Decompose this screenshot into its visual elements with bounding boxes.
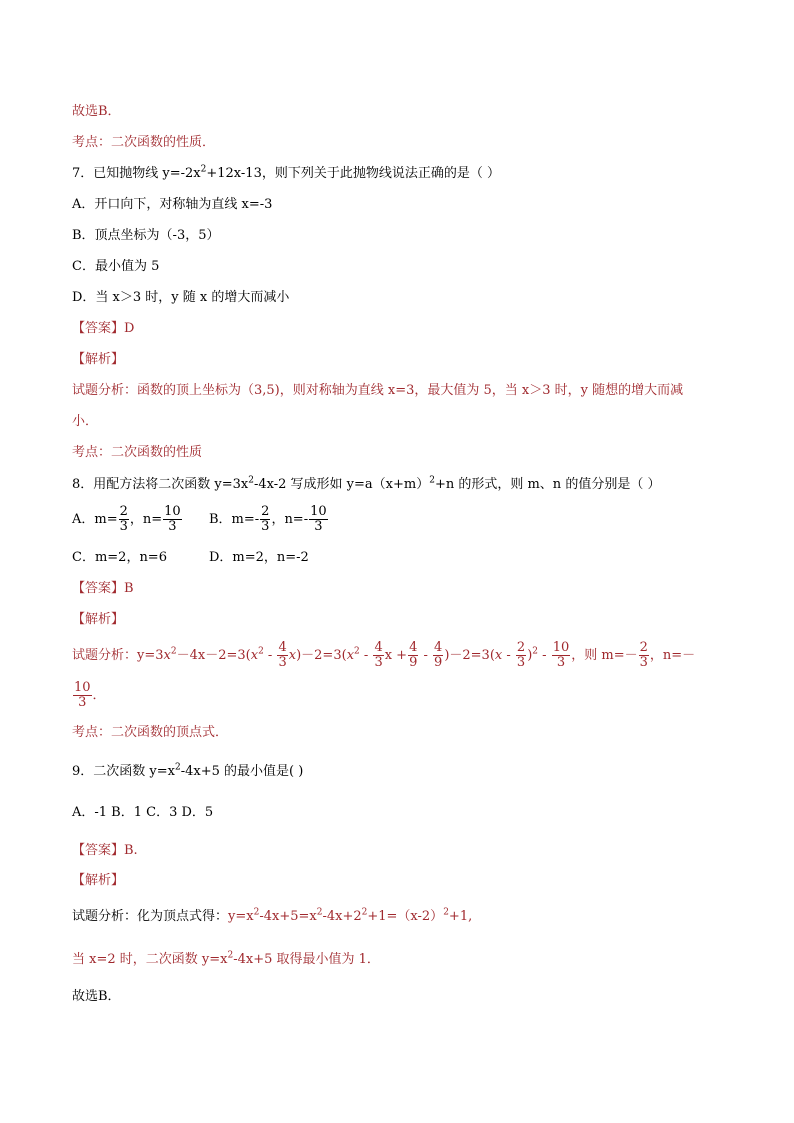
q8-option-a: A．m= $\frac{2}{3}$ ，n= $\frac{10}{3}$ [72, 504, 181, 534]
q8-analysis-title: 【解析】 [72, 612, 125, 627]
q9-analysis-title: 【解析】 [72, 873, 125, 888]
q8-analysis-line2: $\frac{10}{3}$ ． [74, 680, 106, 710]
kaodian-text: 考点：二次函数的性质． [72, 135, 216, 150]
q8-kaodian: 考点：二次函数的顶点式． [72, 725, 229, 740]
question-9-stem: 9．二次函数 $y=x^2-4x+5$ 的最小值是( ) [72, 762, 304, 779]
q8-option-b: B．m=- $\frac{2}{3}$ ，n=- $\frac{10}{3}$ [208, 504, 327, 534]
q9-conclusion: 故选B． [72, 989, 121, 1004]
q8-answer: 【答案】B [72, 581, 134, 596]
q8-analysis-line1: 试题分析：$y=3x^2-4x-2=3(x^2$ - $\frac{4}{3}$ $x)-2=3(x^2$ - $\frac{4}{3}$ x + $\frac{4}{9}$ - $\frac{4}{9}$ )－2=3(x - $\frac{2}{3}$ )$^2$ - $\frac{10}{3}$ ，则 m=－ $\frac{2}{3}$ ，n=－ [72, 640, 696, 670]
q8-options-cd [72, 549, 309, 567]
q9-vertex-formula: $y=x^2-4x+5=x^2-4x+2^2+1=(x-2)^2+1$, [228, 907, 473, 924]
q7-answer: 【答案】D [72, 321, 135, 336]
q9-options: A．-1 B．1 C．3 D．5 [72, 805, 214, 820]
q7-analysis-line1: 试题分析：函数的顶上坐标为（3,5)，则对称轴为直线 x=3，最大值为 5，当 x＞3 时，y 随想的增大而减 [72, 383, 684, 398]
q7-analysis-title: 【解析】 [72, 352, 125, 367]
q7-option-d: D．当 x＞3 时，y 随 x 的增大而减小 [72, 290, 290, 305]
question-8-stem: 8．用配方法将二次函数 $y=3x^2-4x-2$ 写成形如 $y=a(x+m)^2+n$ 的形式，则 m、n 的值分别是（ ） [72, 475, 661, 492]
q7-analysis-line2: 小． [72, 414, 99, 429]
q9-answer: 【答案】B. [72, 843, 138, 858]
conclusion-text: 故选B． [72, 104, 121, 119]
q7-option-c: C．最小值为 5 [72, 259, 160, 274]
q8-options-ab [72, 502, 329, 538]
q8-option-d: D．m=2，n=-2 [208, 550, 309, 565]
q9-analysis-line2: 当 x=2 时，二次函数 $y=x^2-4x+5$ 取得最小值为 1． [72, 950, 380, 967]
question-7-stem: 7．已知抛物线 $y=-2x^2+12x-13$，则下列关于此抛物线说法正确的是（ ） [72, 164, 500, 181]
q7-option-a: A．开口向下，对称轴为直线 x=-3 [72, 197, 273, 212]
q8-option-c: C．m=2，n=6 [72, 550, 167, 565]
q9-analysis-line1: 试题分析：化为顶点式得：$y=x^2-4x+5=x^2-4x+2^2+1=(x-2)^2+1$, [72, 907, 473, 924]
q7-kaodian: 考点：二次函数的性质 [72, 445, 203, 460]
q7-option-b: B．顶点坐标为（-3，5） [72, 228, 220, 243]
